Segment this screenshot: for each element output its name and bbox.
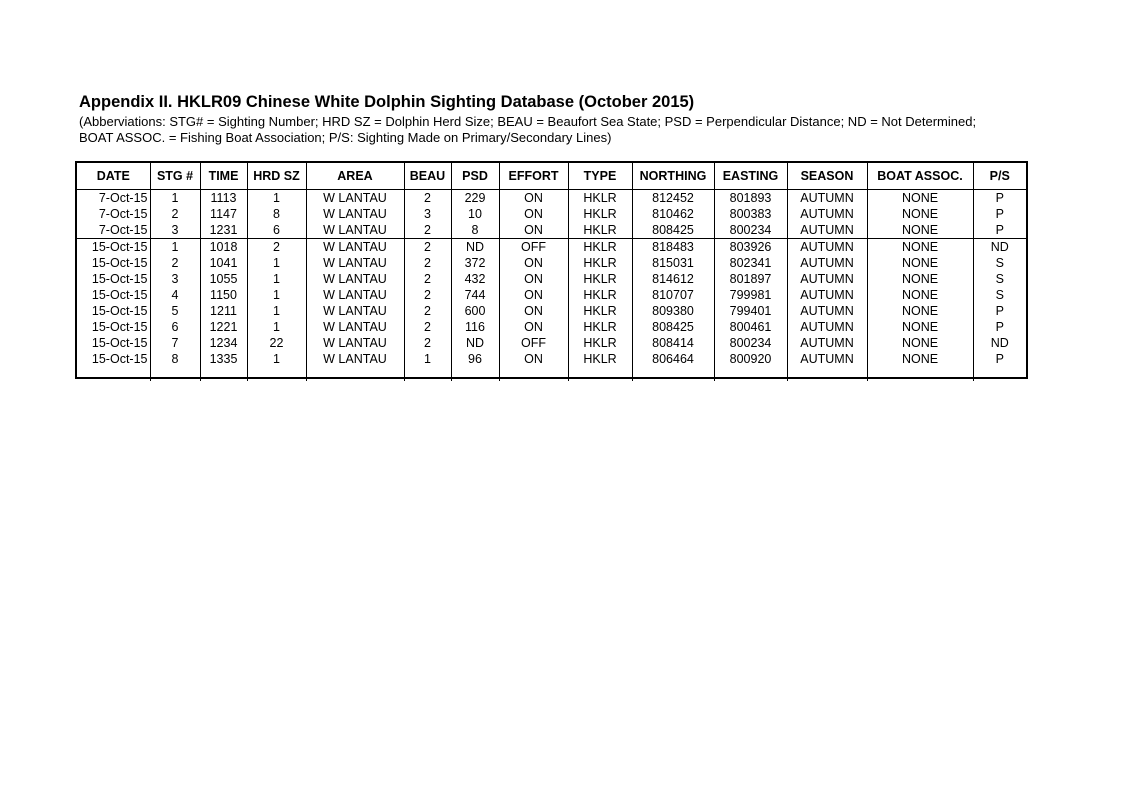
cell-northing: 814612 [632, 271, 714, 287]
cell-boat-assoc: NONE [867, 222, 973, 239]
cell-area: W LANTAU [306, 351, 404, 367]
cell-type: HKLR [568, 190, 632, 207]
cell-area: W LANTAU [306, 239, 404, 256]
cell-date: 7-Oct-15 [77, 222, 150, 239]
cell-psd: 432 [451, 271, 499, 287]
cell-time: 1150 [200, 287, 247, 303]
cell-hrd-sz: 6 [247, 222, 306, 239]
cell-boat-assoc: NONE [867, 319, 973, 335]
cell-stg: 3 [150, 222, 200, 239]
cell-northing: 806464 [632, 351, 714, 367]
cell-stg: 7 [150, 335, 200, 351]
cell-beau: 2 [404, 222, 451, 239]
cell-easting: 800234 [714, 335, 787, 351]
cell-effort: ON [499, 303, 568, 319]
table-row [77, 351, 1026, 367]
abbreviations-line-2: BOAT ASSOC. = Fishing Boat Association; P/S: Sighting Made on Primary/Secondary Lines) [79, 130, 612, 145]
cell-stg: 3 [150, 271, 200, 287]
cell-boat-assoc: NONE [867, 271, 973, 287]
cell-type: HKLR [568, 206, 632, 222]
sighting-table-frame [75, 161, 1028, 379]
cell-hrd-sz: 1 [247, 190, 306, 207]
filler-cell [247, 367, 306, 381]
cell-northing: 808425 [632, 319, 714, 335]
cell-psd: 96 [451, 351, 499, 367]
abbreviations-line-1: (Abberviations: STG# = Sighting Number; HRD SZ = Dolphin Herd Size; BEAU = Beaufort Sea State; PSD = Perpendicular Distance; ND = Not Determined; [79, 114, 977, 129]
table-row [77, 190, 1026, 207]
cell-ps: P [995, 207, 1004, 221]
col-header-date: DATE [77, 163, 150, 190]
cell-northing: 808425 [632, 222, 714, 239]
cell-northing: 810707 [632, 287, 714, 303]
cell-season: AUTUMN [787, 319, 867, 335]
cell-northing: 815031 [632, 255, 714, 271]
cell-date: 15-Oct-15 [77, 271, 150, 287]
cell-hrd-sz: 22 [247, 335, 306, 351]
cell-time: 1147 [200, 206, 247, 222]
cell-type: HKLR [568, 351, 632, 367]
cell-northing: 809380 [632, 303, 714, 319]
col-header-time: TIME [200, 163, 247, 190]
page-title: Appendix II. HKLR09 Chinese White Dolphin Sighting Database (October 2015) [79, 93, 695, 111]
cell-hrd-sz: 1 [247, 287, 306, 303]
cell-stg: 6 [150, 319, 200, 335]
cell-type: HKLR [568, 271, 632, 287]
col-header-effort: EFFORT [499, 163, 568, 190]
cell-time: 1231 [200, 222, 247, 239]
cell-ps: P [995, 352, 1004, 366]
cell-beau: 2 [404, 190, 451, 207]
col-header-season: SEASON [787, 163, 867, 190]
cell-area: W LANTAU [306, 222, 404, 239]
cell-season: AUTUMN [787, 190, 867, 207]
cell-hrd-sz: 1 [247, 319, 306, 335]
cell-beau: 1 [404, 351, 451, 367]
cell-season: AUTUMN [787, 222, 867, 239]
filler-cell [150, 367, 200, 381]
cell-date: 7-Oct-15 [77, 190, 150, 207]
cell-stg: 8 [150, 351, 200, 367]
cell-boat-assoc: NONE [867, 255, 973, 271]
cell-easting: 800383 [714, 206, 787, 222]
cell-easting: 800461 [714, 319, 787, 335]
table-row [77, 222, 1026, 239]
cell-beau: 2 [404, 255, 451, 271]
cell-area: W LANTAU [306, 271, 404, 287]
cell-northing: 812452 [632, 190, 714, 207]
sighting-table [77, 163, 1026, 381]
cell-ps: ND [990, 336, 1009, 350]
cell-type: HKLR [568, 303, 632, 319]
col-header-ps: P/S [973, 163, 1026, 190]
cell-stg: 5 [150, 303, 200, 319]
cell-psd: 8 [451, 222, 499, 239]
cell-season: AUTUMN [787, 255, 867, 271]
cell-psd: 600 [451, 303, 499, 319]
cell-area: W LANTAU [306, 287, 404, 303]
cell-area: W LANTAU [306, 255, 404, 271]
cell-beau: 2 [404, 319, 451, 335]
cell-psd: 744 [451, 287, 499, 303]
filler-cell [973, 367, 1026, 381]
cell-beau: 3 [404, 206, 451, 222]
cell-type: HKLR [568, 239, 632, 256]
table-row [77, 206, 1026, 222]
cell-season: AUTUMN [787, 287, 867, 303]
cell-season: AUTUMN [787, 206, 867, 222]
table-body [77, 190, 1026, 382]
cell-psd: ND [451, 335, 499, 351]
cell-ps: S [995, 288, 1004, 302]
cell-effort: ON [499, 287, 568, 303]
col-header-area: AREA [306, 163, 404, 190]
cell-time: 1221 [200, 319, 247, 335]
cell-time: 1211 [200, 303, 247, 319]
col-header-psd: PSD [451, 163, 499, 190]
table-row [77, 255, 1026, 271]
cell-date: 15-Oct-15 [77, 255, 150, 271]
cell-date: 15-Oct-15 [77, 287, 150, 303]
cell-area: W LANTAU [306, 335, 404, 351]
filler-cell [714, 367, 787, 381]
cell-type: HKLR [568, 319, 632, 335]
cell-ps: ND [973, 239, 1026, 256]
cell-boat-assoc: NONE [867, 287, 973, 303]
cell-time: 1055 [200, 271, 247, 287]
filler-cell [867, 367, 973, 381]
cell-area: W LANTAU [306, 319, 404, 335]
cell-date: 15-Oct-15 [77, 335, 150, 351]
cell-date: 15-Oct-15 [77, 239, 150, 256]
cell-beau: 2 [404, 335, 451, 351]
cell-type: HKLR [568, 222, 632, 239]
table-row [77, 335, 1026, 351]
cell-stg: 2 [150, 255, 200, 271]
cell-effort: ON [499, 190, 568, 207]
cell-easting: 802341 [714, 255, 787, 271]
cell-boat-assoc: NONE [867, 351, 973, 367]
cell-ps: P [995, 191, 1004, 205]
filler-cell [499, 367, 568, 381]
table-row [77, 239, 1026, 256]
cell-time: 1018 [200, 239, 247, 256]
cell-effort: ON [499, 351, 568, 367]
cell-date: 15-Oct-15 [77, 351, 150, 367]
cell-effort: ON [499, 222, 568, 239]
cell-beau: 2 [404, 303, 451, 319]
cell-stg: 4 [150, 287, 200, 303]
cell-effort: OFF [499, 239, 568, 256]
cell-hrd-sz: 2 [247, 239, 306, 256]
filler-cell [787, 367, 867, 381]
cell-hrd-sz: 1 [247, 351, 306, 367]
cell-easting: 800234 [714, 222, 787, 239]
cell-hrd-sz: 1 [247, 303, 306, 319]
cell-northing: 808414 [632, 335, 714, 351]
cell-beau: 2 [404, 239, 451, 256]
cell-area: W LANTAU [306, 303, 404, 319]
table-row [77, 319, 1026, 335]
cell-season: AUTUMN [787, 303, 867, 319]
cell-hrd-sz: 1 [247, 255, 306, 271]
cell-stg: 1 [150, 239, 200, 256]
col-header-boat-assoc: BOAT ASSOC. [867, 163, 973, 190]
filler-cell [632, 367, 714, 381]
cell-time: 1041 [200, 255, 247, 271]
cell-effort: ON [499, 271, 568, 287]
cell-date: 15-Oct-15 [77, 303, 150, 319]
col-header-type: TYPE [568, 163, 632, 190]
cell-hrd-sz: 1 [247, 271, 306, 287]
filler-cell [77, 367, 150, 381]
cell-effort: OFF [499, 335, 568, 351]
cell-stg: 2 [150, 206, 200, 222]
cell-ps: P [995, 223, 1004, 237]
cell-easting: 800920 [714, 351, 787, 367]
cell-easting: 799981 [714, 287, 787, 303]
cell-effort: ON [499, 255, 568, 271]
filler-cell [200, 367, 247, 381]
table-filler-row [77, 367, 1026, 381]
cell-time: 1113 [200, 190, 247, 207]
cell-boat-assoc: NONE [867, 335, 973, 351]
cell-psd: 10 [451, 206, 499, 222]
cell-beau: 2 [404, 287, 451, 303]
cell-ps: S [995, 256, 1004, 270]
filler-cell [568, 367, 632, 381]
cell-easting: 801893 [714, 190, 787, 207]
cell-ps: S [995, 272, 1004, 286]
cell-stg: 1 [150, 190, 200, 207]
cell-psd: 116 [451, 319, 499, 335]
cell-effort: ON [499, 319, 568, 335]
cell-type: HKLR [568, 335, 632, 351]
filler-cell [306, 367, 404, 381]
cell-boat-assoc: NONE [867, 206, 973, 222]
cell-boat-assoc: NONE [867, 303, 973, 319]
table-row [77, 271, 1026, 287]
col-header-stg: STG # [150, 163, 200, 190]
cell-easting: 803926 [714, 239, 787, 256]
cell-date: 15-Oct-15 [77, 319, 150, 335]
table-row [77, 303, 1026, 319]
cell-northing: 810462 [632, 206, 714, 222]
cell-area: W LANTAU [306, 206, 404, 222]
abbreviations-note [79, 114, 1039, 146]
col-header-beau: BEAU [404, 163, 451, 190]
cell-effort: ON [499, 206, 568, 222]
cell-hrd-sz: 8 [247, 206, 306, 222]
cell-psd: 372 [451, 255, 499, 271]
cell-type: HKLR [568, 255, 632, 271]
cell-beau: 2 [404, 271, 451, 287]
cell-easting: 799401 [714, 303, 787, 319]
cell-ps: P [995, 304, 1004, 318]
col-header-easting: EASTING [714, 163, 787, 190]
cell-ps: P [995, 320, 1004, 334]
cell-boat-assoc: NONE [867, 190, 973, 207]
col-header-northing: NORTHING [632, 163, 714, 190]
filler-cell [404, 367, 451, 381]
cell-season: AUTUMN [787, 271, 867, 287]
cell-type: HKLR [568, 287, 632, 303]
cell-boat-assoc: NONE [867, 239, 973, 256]
cell-time: 1335 [200, 351, 247, 367]
cell-northing: 818483 [632, 239, 714, 256]
cell-area: W LANTAU [306, 190, 404, 207]
cell-date: 7-Oct-15 [77, 206, 150, 222]
cell-easting: 801897 [714, 271, 787, 287]
cell-psd: ND [451, 239, 499, 256]
table-row [77, 287, 1026, 303]
cell-psd: 229 [451, 190, 499, 207]
table-header-row [77, 163, 1026, 190]
cell-season: AUTUMN [787, 335, 867, 351]
col-header-hrd-sz: HRD SZ [247, 163, 306, 190]
cell-season: AUTUMN [787, 239, 867, 256]
filler-cell [451, 367, 499, 381]
cell-season: AUTUMN [787, 351, 867, 367]
cell-time: 1234 [200, 335, 247, 351]
